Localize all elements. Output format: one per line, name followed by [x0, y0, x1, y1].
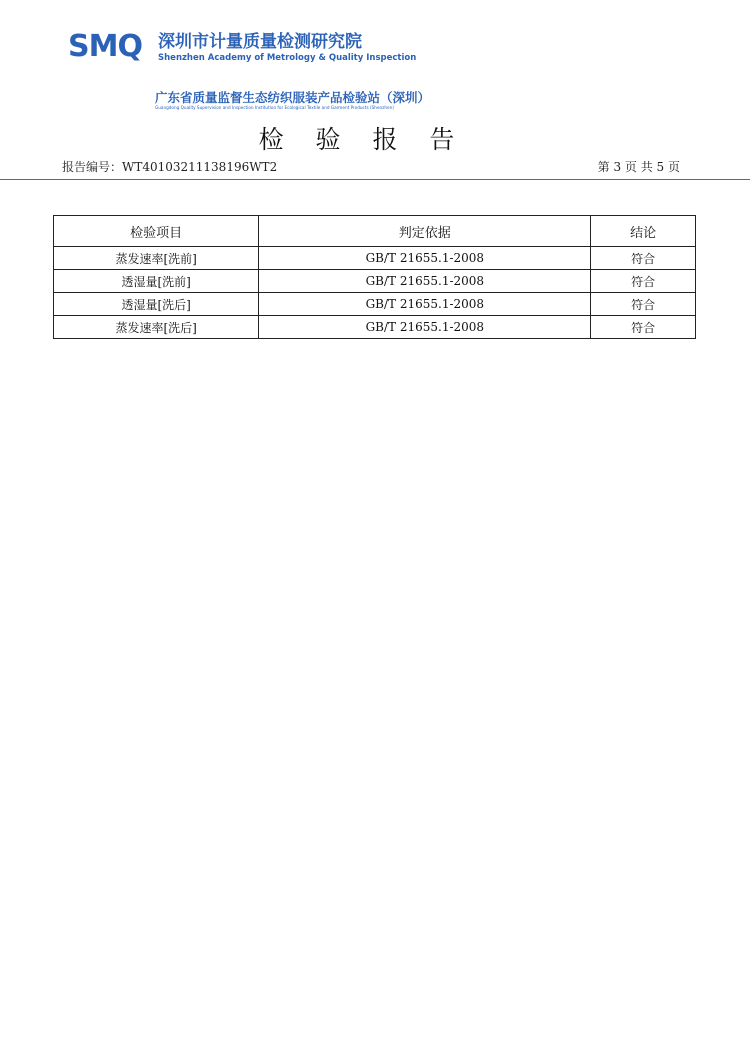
cell-item: 蒸发速率[洗前]	[54, 247, 259, 270]
org-name-cn: 深圳市计量质量检测研究院	[158, 32, 362, 52]
cell-result: 符合	[591, 270, 696, 293]
cell-basis: GB/T 21655.1-2008	[259, 247, 591, 270]
header-basis: 判定依据	[259, 216, 591, 247]
logo-mark: SMQ	[68, 29, 142, 64]
cell-basis: GB/T 21655.1-2008	[259, 293, 591, 316]
document-title: 检 验 报 告	[258, 125, 467, 154]
org-name-en: Shenzhen Academy of Metrology & Quality Inspection	[158, 53, 417, 63]
cell-basis: GB/T 21655.1-2008	[259, 316, 591, 339]
cell-item: 蒸发速率[洗后]	[54, 316, 259, 339]
page-indicator: 第 3 页 共 5 页	[597, 160, 680, 174]
table-row	[54, 270, 696, 293]
table-row	[54, 293, 696, 316]
header-divider	[0, 179, 750, 180]
cell-result: 符合	[591, 247, 696, 270]
table-header-row	[54, 216, 696, 247]
cell-item: 透湿量[洗后]	[54, 293, 259, 316]
header-item: 检验项目	[54, 216, 259, 247]
cell-result: 符合	[591, 316, 696, 339]
station-name-cn: 广东省质量监督生态纺织服装产品检验站（深圳）	[155, 90, 431, 105]
station-name-en: Guangdong Quality Supervision and Inspection Institution for Ecological Textile and Garment Products (Shenzhen)	[155, 105, 394, 110]
results-table	[53, 215, 696, 339]
cell-item: 透湿量[洗前]	[54, 270, 259, 293]
header-result: 结论	[591, 216, 696, 247]
table-row	[54, 247, 696, 270]
table-row	[54, 316, 696, 339]
report-number: 报告编号：WT40103211138196WT2	[62, 160, 278, 174]
org-logo	[68, 29, 417, 70]
cell-result: 符合	[591, 293, 696, 316]
cell-basis: GB/T 21655.1-2008	[259, 270, 591, 293]
